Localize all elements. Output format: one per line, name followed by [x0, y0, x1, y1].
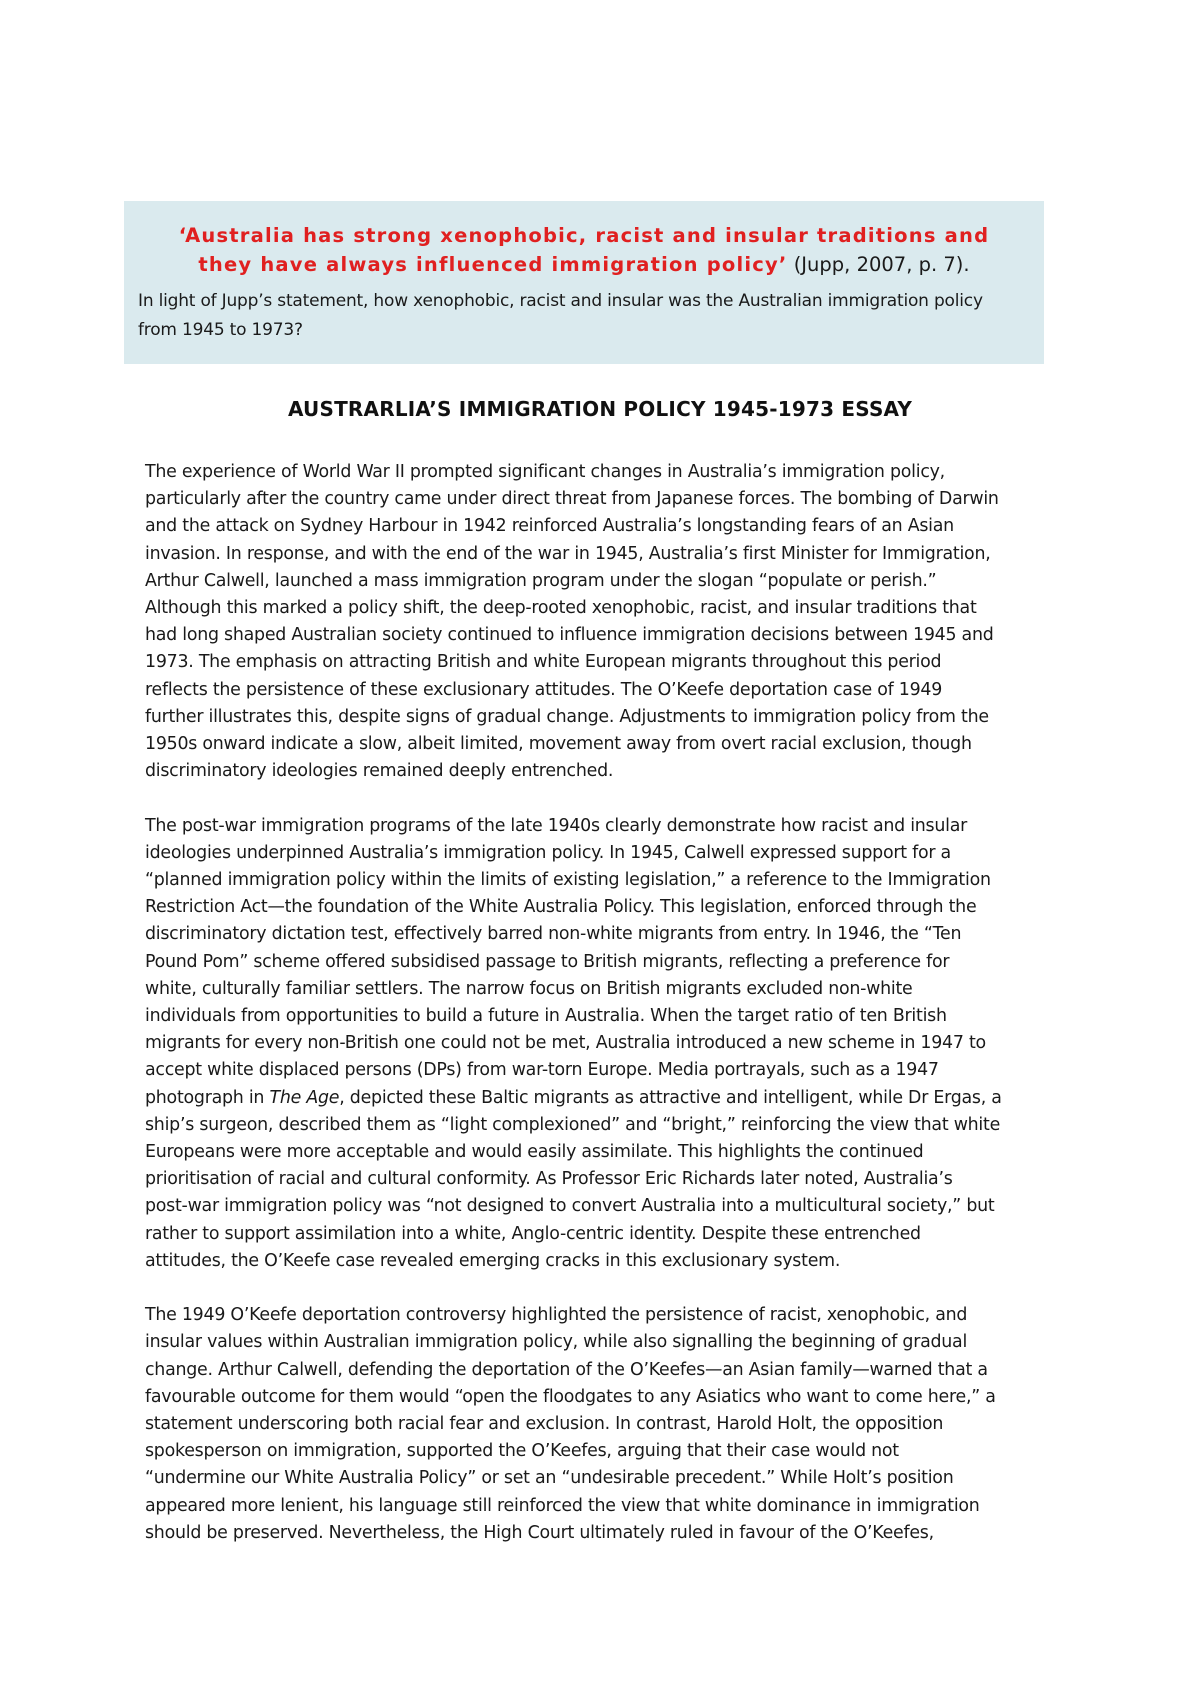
text-line: insular values within Australian immigration policy, while also signalling the beginning of gradual	[145, 1332, 968, 1353]
text-line: discriminatory ideologies remained deeply entrenched.	[145, 761, 614, 782]
text-line-with-italic	[145, 1085, 1065, 1112]
text-line: Although this marked a policy shift, the deep-rooted xenophobic, racist, and insular traditions that	[145, 598, 977, 619]
text-line: accept white displaced persons (DPs) from war-torn Europe. Media portrayals, such as a 1947	[145, 1060, 939, 1081]
prompt-quote	[138, 221, 1030, 279]
text-line: favourable outcome for them would “open the floodgates to any Asiatics who want to come here,” a	[145, 1386, 996, 1407]
text-line: appeared more lenient, his language still reinforced the view that white dominance in immigration	[145, 1495, 980, 1516]
paragraph-1	[145, 459, 1065, 785]
quote-line-1: ‘Australia has strong xenophobic, racist and insular traditions and	[178, 224, 990, 247]
text-line: Restriction Act—the foundation of the White Australia Policy. This legislation, enforced through the	[145, 897, 977, 918]
text-line: 1973. The emphasis on attracting British and white European migrants throughout this period	[145, 652, 942, 673]
text-segment: photograph in	[145, 1087, 270, 1108]
text-line: Europeans were more acceptable and would easily assimilate. This highlights the continued	[145, 1142, 924, 1163]
text-line: invasion. In response, and with the end of the war in 1945, Australia’s first Minister for Immigration,	[145, 543, 991, 564]
essay-question	[138, 287, 1030, 345]
text-line: discriminatory dictation test, effectively barred non-white migrants from entry. In 1946, the “Ten	[145, 924, 962, 945]
paragraph-2	[145, 813, 1065, 1275]
text-line: prioritisation of racial and cultural conformity. As Professor Eric Richards later noted, Australia’s	[145, 1169, 953, 1190]
paragraph-3	[145, 1302, 1065, 1547]
text-line: change. Arthur Calwell, defending the deportation of the O’Keefes—an Asian family—warned that a	[145, 1359, 988, 1380]
text-line: migrants for every non-British one could not be met, Australia introduced a new scheme in 1947 to	[145, 1033, 986, 1054]
text-line: reflects the persistence of these exclusionary attitudes. The O’Keefe deportation case of 1949	[145, 679, 943, 700]
newspaper-title: The Age	[269, 1087, 340, 1108]
text-line: rather to support assimilation into a white, Anglo-centric identity. Despite these entrenched	[145, 1223, 921, 1244]
text-line: “planned immigration policy within the limits of existing legislation,” a reference to the Immigration	[145, 870, 991, 891]
text-line: white, culturally familiar settlers. The narrow focus on British migrants excluded non-white	[145, 978, 913, 999]
quote-citation: (Jupp, 2007, p. 7).	[787, 253, 970, 276]
essay-prompt-box	[124, 201, 1044, 364]
text-line: The 1949 O’Keefe deportation controversy highlighted the persistence of racist, xenophobic, and	[145, 1305, 968, 1326]
question-line-2: from 1945 to 1973?	[138, 320, 303, 340]
text-line: statement underscoring both racial fear and exclusion. In contrast, Harold Holt, the opposition	[145, 1414, 944, 1435]
text-line: “undermine our White Australia Policy” or set an “undesirable precedent.” While Holt’s position	[145, 1468, 954, 1489]
text-segment: , depicted these Baltic migrants as attractive and intelligent, while Dr Ergas, a	[339, 1087, 1002, 1108]
text-line: had long shaped Australian society continued to influence immigration decisions between 1945 and	[145, 625, 994, 646]
text-line: attitudes, the O’Keefe case revealed emerging cracks in this exclusionary system.	[145, 1250, 841, 1271]
text-line: and the attack on Sydney Harbour in 1942 reinforced Australia’s longstanding fears of an Asian	[145, 516, 954, 537]
text-line: Arthur Calwell, launched a mass immigration program under the slogan “populate or perish.”	[145, 570, 937, 591]
text-line: The post-war immigration programs of the late 1940s clearly demonstrate how racist and insular	[145, 815, 968, 836]
essay-body	[145, 459, 1065, 1547]
text-line: particularly after the country came under direct threat from Japanese forces. The bombing of Darwin	[145, 489, 999, 510]
quote-line-2: they have always influenced immigration policy’	[198, 253, 788, 276]
text-line: individuals from opportunities to build a future in Australia. When the target ratio of ten British	[145, 1006, 947, 1027]
text-line: post-war immigration policy was “not designed to convert Australia into a multicultural society,” but	[145, 1196, 995, 1217]
text-line: The experience of World War II prompted significant changes in Australia’s immigration policy,	[145, 462, 945, 482]
text-line: further illustrates this, despite signs of gradual change. Adjustments to immigration policy from the	[145, 706, 989, 727]
text-line: Pound Pom” scheme offered subsidised passage to British migrants, reflecting a preference for	[145, 951, 950, 972]
text-line: spokesperson on immigration, supported the O’Keefes, arguing that their case would not	[145, 1441, 899, 1462]
text-line: ship’s surgeon, described them as “light complexioned” and “bright,” reinforcing the view that white	[145, 1114, 1001, 1135]
text-line: 1950s onward indicate a slow, albeit limited, movement away from overt racial exclusion, though	[145, 734, 972, 755]
essay-title: AUSTRARLIA’S IMMIGRATION POLICY 1945-1973 ESSAY	[287, 397, 913, 421]
text-line: should be preserved. Nevertheless, the High Court ultimately ruled in favour of the O’Keefes,	[145, 1522, 934, 1543]
text-line: ideologies underpinned Australia’s immigration policy. In 1945, Calwell expressed support for a	[145, 842, 951, 863]
question-line-1: In light of Jupp’s statement, how xenophobic, racist and insular was the Australian immigration policy	[138, 291, 983, 311]
